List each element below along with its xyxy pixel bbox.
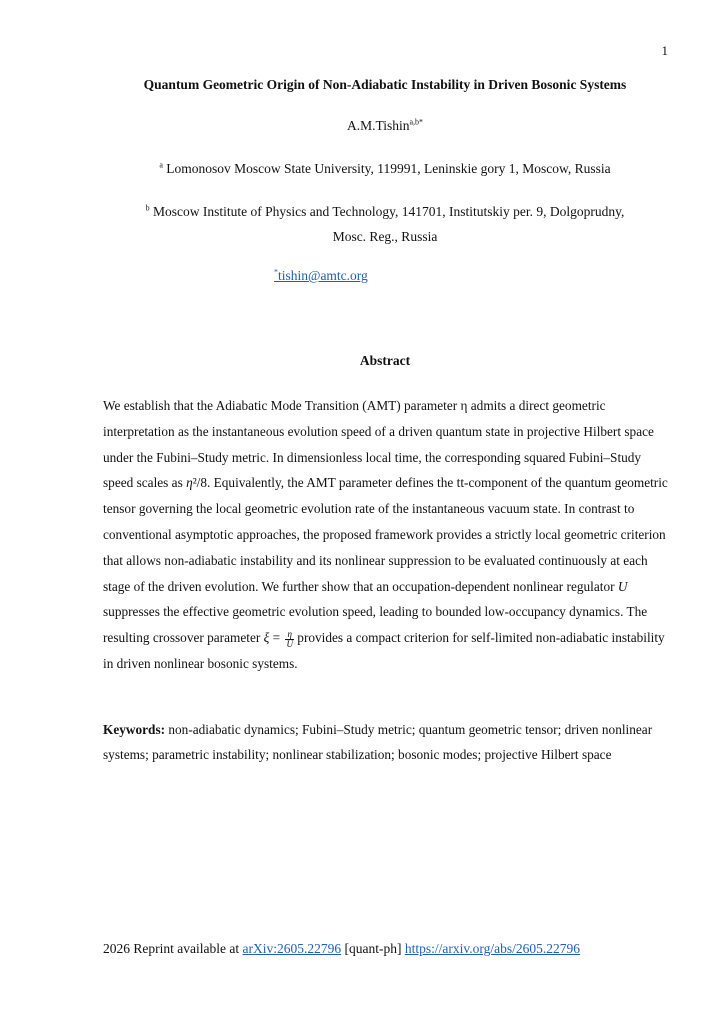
abstract-paragraph	[103, 393, 671, 677]
affiliation-b-line1: Moscow Institute of Physics and Technology, 141701, Institutskiy per. 9, Dolgoprudny,	[152, 204, 625, 219]
keywords-text: non-adiabatic dynamics; Fubini–Study metric; quantum geometric tensor; driven nonlinear systems; parametric instability; nonlinear stabilization; bosonic modes; projective Hilbert space	[103, 722, 653, 762]
footer-prefix: 2026 Reprint available at	[103, 941, 243, 956]
math-equals: =	[269, 630, 284, 646]
footer-category: [quant-ph]	[341, 941, 405, 956]
abstract-text-1: We establish that the Adiabatic Mode Transition (AMT) parameter η admits a direct geometric interpretation as the instantaneous evolution speed of a driven quantum state in projective Hilbert space under the Fubini–Study metric. In dimensionless local time, the corresponding squared Fubini–Study speed scales as	[103, 398, 654, 491]
affiliation-a-text: Lomonosov Moscow State University, 119991, Leninskie gory 1, Moscow, Russia	[166, 161, 611, 176]
email-address: tishin@amtc.org	[278, 268, 368, 283]
arxiv-url-link[interactable]: https://arxiv.org/abs/2605.22796	[404, 941, 580, 956]
arxiv-id-link[interactable]: arXiv:2605.22796	[242, 941, 342, 956]
abstract-text-3: suppresses the effective geometric evolution speed, leading to bounded low-occupancy dynamics. The resulting crossover parameter	[103, 604, 648, 646]
keywords-label: Keywords:	[103, 722, 166, 737]
paper-title: Quantum Geometric Origin of Non-Adiabatic Instability in Driven Bosonic Systems	[143, 77, 627, 92]
page-number: 1	[661, 43, 668, 58]
author-name: A.M.Tishin	[346, 118, 410, 133]
math-u: U	[617, 578, 628, 594]
keywords-block	[103, 717, 671, 767]
affiliation-a	[0, 156, 720, 181]
affiliation-b-line2: Mosc. Reg., Russia	[332, 229, 438, 244]
affiliation-b	[0, 199, 720, 249]
abstract-text-2: ²/8. Equivalently, the AMT parameter defines the tt-component of the quantum geometric tensor governing the local geometric evolution rate of the instantaneous vacuum state. In contrast to conventional asymptotic approaches, the proposed framework provides a strictly local geometric criterion that allows non-adiabatic instability and its nonlinear suppression to be evaluated continuously at each stage of the driven evolution. We further show that an occupation-dependent nonlinear regulator	[103, 475, 668, 594]
email-link[interactable]	[274, 268, 368, 284]
affiliation-b-mark: b	[145, 203, 150, 213]
author-line	[0, 118, 720, 134]
crossover-fraction	[285, 630, 294, 649]
author-superscript: a,b*	[409, 117, 424, 127]
email-mark: *	[274, 267, 278, 277]
fraction-numerator: η	[285, 630, 294, 640]
footer	[103, 941, 580, 957]
affiliation-a-mark: a	[159, 160, 163, 170]
fraction-denominator: U	[286, 638, 293, 649]
math-xi: ξ	[263, 630, 270, 646]
math-eta: η	[186, 475, 193, 491]
abstract-text-4: provides a compact criterion for self-limited non-adiabatic instability in driven nonlinear bosonic systems.	[103, 630, 665, 671]
abstract-body	[103, 393, 671, 677]
abstract-heading: Abstract	[359, 353, 411, 368]
